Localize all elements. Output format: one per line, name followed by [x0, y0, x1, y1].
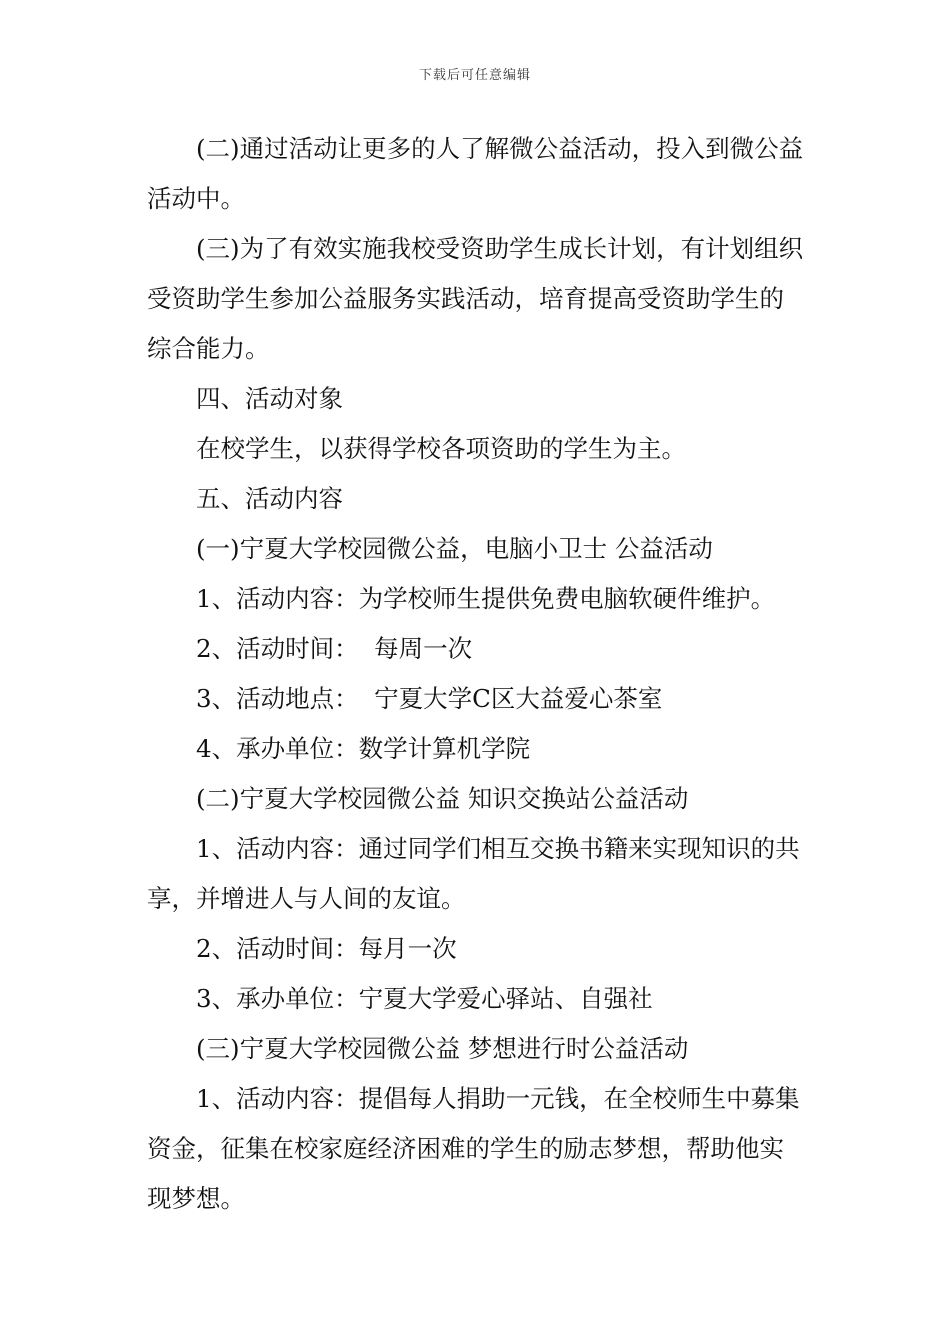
page-header: 下载后可任意编辑 [418, 68, 531, 83]
paragraph-targets: 在校学生，以获得学校各项资助的学生为主。 [196, 434, 686, 463]
paragraph-goal-3: (三)为了有效实施我校受资助学生成长计划，有计划组织受资助学生参加公益服务实践活动，培育提高受资助学生的综合能力。 [147, 234, 804, 363]
section-heading-content: 五、活动内容 [196, 484, 343, 513]
activity-2-organizer: 3、承办单位：宁夏大学爱心驿站、自强社 [196, 984, 653, 1013]
section-heading-targets: 四、活动对象 [196, 384, 343, 413]
activity-2-time: 2、活动时间：每月一次 [196, 934, 457, 963]
document-body [147, 124, 807, 1224]
activity-3-content: 1、活动内容：提倡每人捐助一元钱，在全校师生中募集资金，征集在校家庭经济困难的学生的励志梦想，帮助他实现梦想。 [147, 1084, 800, 1213]
activity-1-time: 2、活动时间： 每周一次 [196, 634, 473, 663]
subheading-activity-2: (二)宁夏大学校园微公益 知识交换站公益活动 [196, 784, 689, 813]
subheading-activity-3: (三)宁夏大学校园微公益 梦想进行时公益活动 [196, 1034, 689, 1063]
activity-1-content: 1、活动内容：为学校师生提供免费电脑软硬件维护。 [196, 584, 776, 613]
subheading-activity-1: (一)宁夏大学校园微公益，电脑小卫士 公益活动 [196, 534, 713, 563]
paragraph-goal-2: (二)通过活动让更多的人了解微公益活动，投入到微公益活动中。 [147, 134, 804, 213]
activity-1-organizer: 4、承办单位：数学计算机学院 [196, 734, 531, 763]
activity-2-content: 1、活动内容：通过同学们相互交换书籍来实现知识的共享，并增进人与人间的友谊。 [147, 834, 800, 913]
activity-1-location: 3、活动地点： 宁夏大学C区大益爱心茶室 [196, 684, 663, 713]
